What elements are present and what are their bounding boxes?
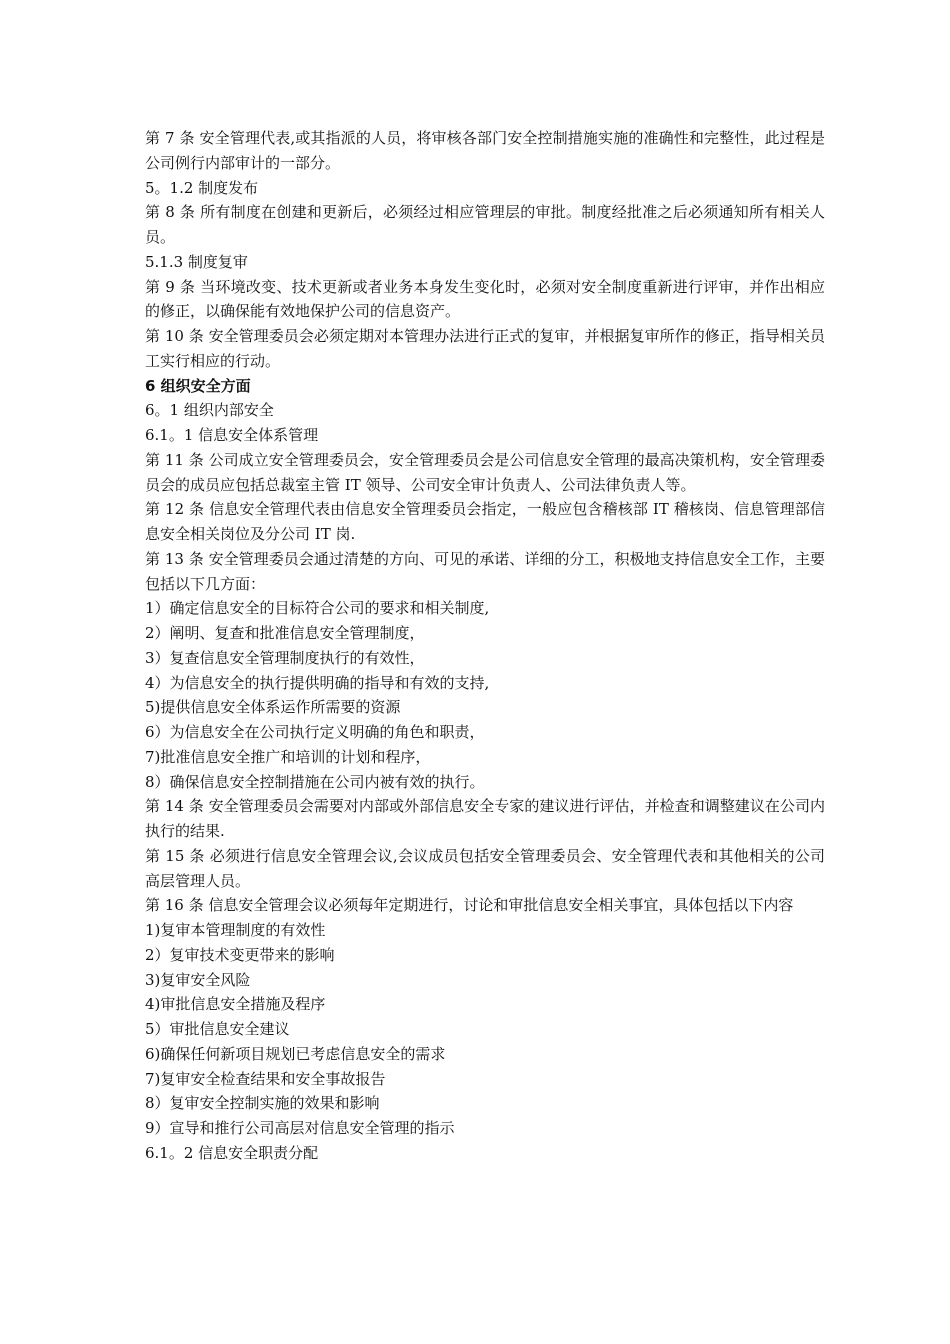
list-item: 2）阐明、复查和批准信息安全管理制度， <box>145 624 425 642</box>
section-6-1-heading: 6。1 组织内部安全 <box>145 401 274 420</box>
document-body <box>145 126 825 1166</box>
list-item: 8）复审安全控制实施的效果和影响 <box>145 1094 380 1113</box>
list-item: 3)复审安全风险 <box>145 970 251 989</box>
list-item: 8）确保信息安全控制措施在公司内被有效的执行。 <box>145 772 485 791</box>
list-item: 1)复审本管理制度的有效性 <box>145 921 326 939</box>
article-12: 第 12 条 信息安全管理代表由信息安全管理委员会指定，一般应包含稽核部 IT 稽核岗、信息管理部信息安全相关岗位及分公司 IT 岗. <box>145 500 825 543</box>
list-item: 4）为信息安全的执行提供明确的指导和有效的支持, <box>145 673 490 692</box>
list-item: 6）为信息安全在公司执行定义明确的角色和职责， <box>145 723 485 741</box>
list-item: 9）宣导和推行公司高层对信息安全管理的指示 <box>145 1119 455 1137</box>
list-item: 5)提供信息安全体系运作所需要的资源 <box>145 698 401 717</box>
article-8: 第 8 条 所有制度在创建和更新后，必须经过相应管理层的审批。制度经批准之后必须通知所有相关人员。 <box>145 203 825 246</box>
chapter-6-heading: 6 组织安全方面 <box>145 376 251 395</box>
article-14: 第 14 条 安全管理委员会需要对内部或外部信息安全专家的建议进行评估，并检查和调整建议在公司内执行的结果. <box>145 797 825 840</box>
article-15: 第 15 条 必须进行信息安全管理会议,会议成员包括安全管理委员会、安全管理代表和其他相关的公司高层管理人员。 <box>145 846 825 890</box>
list-item: 2）复审技术变更带来的影响 <box>145 945 335 964</box>
list-item: 6)确保任何新项目规划已考虑信息安全的需求 <box>145 1044 446 1063</box>
section-5-1-2-heading: 5。1.2 制度发布 <box>145 178 259 197</box>
article-11: 第 11 条 公司成立安全管理委员会，安全管理委员会是公司信息安全管理的最高决策机构，安全管理委员会的成员应包括总裁室主管 IT 领导、公司安全审计负责人、公司法律负责人等。 <box>145 450 825 494</box>
article-9: 第 9 条 当环境改变、技术更新或者业务本身发生变化时，必须对安全制度重新进行评审，并作出相应的修正，以确保能有效地保护公司的信息资产。 <box>145 277 825 321</box>
list-item: 1）确定信息安全的目标符合公司的要求和相关制度, <box>145 599 490 618</box>
section-6-1-2-heading: 6.1。2 信息安全职责分配 <box>145 1143 319 1162</box>
article-16: 第 16 条 信息安全管理会议必须每年定期进行，讨论和审批信息安全相关事宜，具体包括以下内容 <box>145 896 794 915</box>
article-10: 第 10 条 安全管理委员会必须定期对本管理办法进行正式的复审，并根据复审所作的修正，指导相关员工实行相应的行动。 <box>145 327 825 370</box>
list-item: 3）复查信息安全管理制度执行的有效性， <box>145 648 425 667</box>
list-item: 4)审批信息安全措施及程序 <box>145 995 326 1014</box>
article-7: 第 7 条 安全管理代表,或其指派的人员，将审核各部门安全控制措施实施的准确性和完整性，此过程是公司例行内部审计的一部分。 <box>145 129 825 172</box>
list-item: 7)批准信息安全推广和培训的计划和程序， <box>145 747 431 766</box>
article-13: 第 13 条 安全管理委员会通过清楚的方向、可见的承诺、详细的分工，积极地支持信息安全工作，主要包括以下几方面： <box>145 549 825 593</box>
section-6-1-1-heading: 6.1。1 信息安全体系管理 <box>145 426 319 444</box>
list-item: 7)复审安全检查结果和安全事故报告 <box>145 1069 386 1088</box>
section-5-1-3-heading: 5.1.3 制度复审 <box>145 252 248 271</box>
list-item: 5）审批信息安全建议 <box>145 1020 290 1038</box>
